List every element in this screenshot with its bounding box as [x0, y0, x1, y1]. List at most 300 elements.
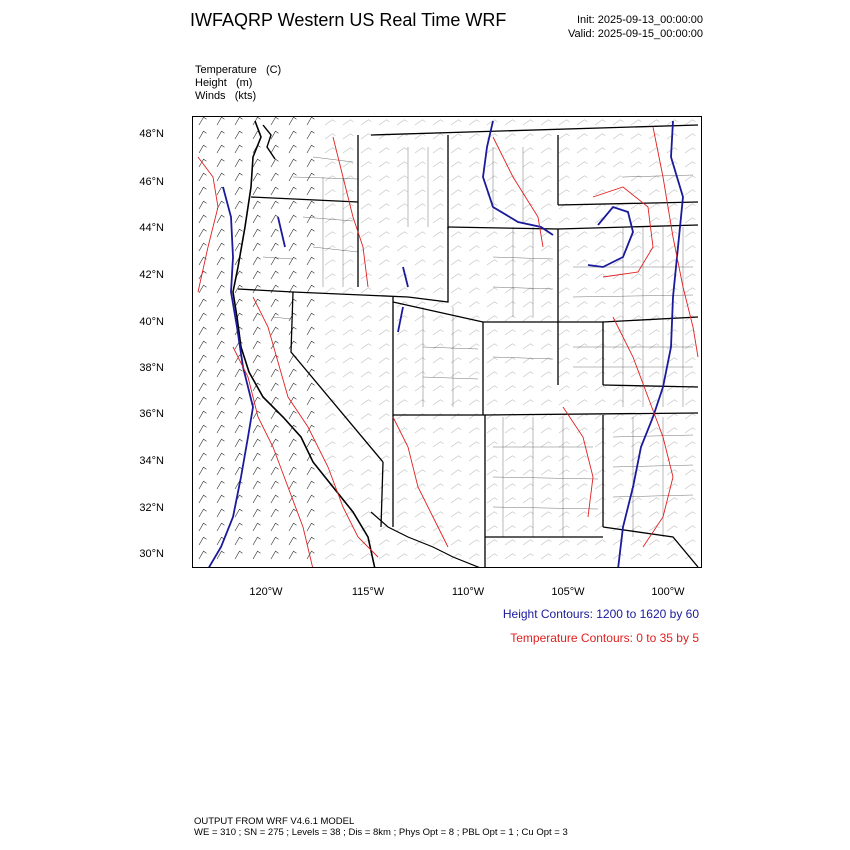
- lat-label-32: 32°N: [139, 502, 164, 514]
- wind-barb: [505, 288, 515, 293]
- wind-barb: [433, 316, 443, 321]
- wind-barb: [487, 288, 497, 293]
- wind-barb: [271, 117, 279, 125]
- wind-barb: [487, 372, 497, 377]
- wind-barb: [397, 148, 407, 153]
- wind-barb: [433, 232, 443, 237]
- wind-barb: [199, 495, 207, 503]
- wind-barb: [487, 358, 497, 363]
- wind-barb: [631, 414, 641, 419]
- wind-barb: [451, 330, 461, 335]
- wind-barb: [685, 218, 695, 223]
- wind-barb: [505, 540, 515, 545]
- wind-barb: [523, 442, 533, 447]
- wind-barb: [667, 218, 677, 223]
- wind-barb: [307, 173, 315, 181]
- wind-barb: [253, 187, 261, 195]
- wind-barb: [433, 176, 443, 181]
- wind-barb: [415, 442, 425, 447]
- wind-barb: [433, 456, 443, 461]
- wind-barb: [433, 358, 443, 363]
- wind-barb: [523, 232, 533, 237]
- wind-barb: [487, 484, 497, 489]
- wind-barb: [343, 302, 353, 307]
- wind-barb: [649, 162, 659, 167]
- wind-barb: [523, 246, 533, 251]
- wind-barb: [235, 159, 243, 167]
- wind-barb: [289, 159, 297, 167]
- wind-barb: [523, 498, 533, 503]
- wind-barb: [217, 411, 225, 419]
- wind-barb: [649, 372, 659, 377]
- wind-barb: [217, 453, 225, 461]
- wind-barb: [631, 344, 641, 349]
- init-time: Init: 2025-09-13_00:00:00: [577, 14, 703, 26]
- wind-barb: [253, 355, 261, 363]
- wind-barb: [667, 484, 677, 489]
- wind-barb: [649, 512, 659, 517]
- wind-barb: [235, 411, 243, 419]
- wind-barb: [199, 481, 207, 489]
- wind-barb: [199, 243, 207, 251]
- wind-barb: [541, 330, 551, 335]
- wind-barb: [361, 498, 371, 503]
- wind-barb: [289, 551, 297, 559]
- wind-barb: [541, 470, 551, 475]
- wind-barbs: [199, 117, 695, 559]
- wind-barb: [325, 162, 335, 167]
- wind-barb: [667, 554, 677, 559]
- wind-barb: [505, 120, 515, 125]
- wind-barb: [325, 330, 335, 335]
- wind-barb: [343, 540, 353, 545]
- wind-barb: [541, 148, 551, 153]
- wind-barb: [613, 148, 623, 153]
- wind-barb: [379, 260, 389, 265]
- wind-barb: [199, 299, 207, 307]
- wind-barb: [559, 260, 569, 265]
- wind-barb: [343, 372, 353, 377]
- lat-label-48: 48°N: [139, 128, 164, 140]
- wind-barb: [541, 344, 551, 349]
- wind-barb: [667, 512, 677, 517]
- wind-barb: [199, 215, 207, 223]
- wind-barb: [505, 330, 515, 335]
- wind-barb: [541, 162, 551, 167]
- wind-barb: [505, 148, 515, 153]
- wind-barb: [397, 344, 407, 349]
- wind-barb: [649, 218, 659, 223]
- wind-barb: [577, 456, 587, 461]
- wind-barb: [433, 190, 443, 195]
- wind-barb: [667, 400, 677, 405]
- wind-barb: [289, 537, 297, 545]
- wind-barb: [613, 484, 623, 489]
- lat-label-42: 42°N: [139, 269, 164, 281]
- wind-barb: [235, 145, 243, 153]
- wind-barb: [631, 274, 641, 279]
- wind-barb: [379, 386, 389, 391]
- wind-barb: [379, 246, 389, 251]
- wind-barb: [487, 260, 497, 265]
- wind-barb: [325, 442, 335, 447]
- wind-barb: [559, 176, 569, 181]
- wind-barb: [469, 302, 479, 307]
- wind-barb: [631, 498, 641, 503]
- wind-barb: [451, 456, 461, 461]
- wind-barb: [631, 302, 641, 307]
- wind-barb: [307, 495, 315, 503]
- wind-barb: [613, 358, 623, 363]
- wind-barb: [253, 537, 261, 545]
- wind-barb: [577, 442, 587, 447]
- wind-barb: [667, 344, 677, 349]
- wind-barb: [361, 288, 371, 293]
- wind-barb: [577, 372, 587, 377]
- wind-barb: [343, 358, 353, 363]
- wind-barb: [523, 358, 533, 363]
- wind-barb: [253, 285, 261, 293]
- wind-barb: [649, 176, 659, 181]
- wind-barb: [361, 176, 371, 181]
- wind-barb: [433, 260, 443, 265]
- wind-barb: [649, 120, 659, 125]
- wind-barb: [487, 400, 497, 405]
- wind-barb: [559, 540, 569, 545]
- wind-barb: [379, 428, 389, 433]
- wind-barb: [577, 526, 587, 531]
- wind-barb: [559, 358, 569, 363]
- puget-sound: [263, 125, 275, 159]
- wind-barb: [235, 453, 243, 461]
- wind-barb: [271, 509, 279, 517]
- wind-barb: [433, 484, 443, 489]
- field-winds: Winds (kts): [195, 90, 257, 102]
- wind-barb: [541, 540, 551, 545]
- lat-label-36: 36°N: [139, 408, 164, 420]
- wind-barb: [649, 554, 659, 559]
- wind-barb: [559, 218, 569, 223]
- wind-barb: [523, 540, 533, 545]
- wind-barb: [217, 439, 225, 447]
- wind-barb: [325, 218, 335, 223]
- wind-barb: [307, 411, 315, 419]
- lon-label-115: 115°W: [351, 586, 385, 598]
- wind-barb: [415, 288, 425, 293]
- wind-barb: [217, 285, 225, 293]
- wind-barb: [433, 386, 443, 391]
- wind-barb: [325, 526, 335, 531]
- wind-barb: [271, 187, 279, 195]
- wind-barb: [685, 484, 695, 489]
- wind-barb: [433, 330, 443, 335]
- wind-barb: [541, 260, 551, 265]
- wind-barb: [397, 470, 407, 475]
- wind-barb: [469, 148, 479, 153]
- wind-barb: [379, 372, 389, 377]
- wind-barb: [217, 215, 225, 223]
- wind-barb: [559, 274, 569, 279]
- wind-barb: [451, 470, 461, 475]
- wind-barb: [253, 215, 261, 223]
- wind-barb: [613, 372, 623, 377]
- wind-barb: [559, 148, 569, 153]
- wind-barb: [451, 400, 461, 405]
- wind-barb: [433, 204, 443, 209]
- wind-barb: [307, 355, 315, 363]
- wind-barb: [379, 330, 389, 335]
- wind-barb: [649, 190, 659, 195]
- wind-barb: [451, 498, 461, 503]
- wind-barb: [451, 120, 461, 125]
- wind-barb: [649, 288, 659, 293]
- wind-barb: [559, 232, 569, 237]
- wind-barb: [631, 554, 641, 559]
- wind-barb: [289, 327, 297, 335]
- wind-barb: [217, 397, 225, 405]
- wind-barb: [613, 218, 623, 223]
- wind-barb: [343, 512, 353, 517]
- wind-barb: [541, 134, 551, 139]
- wind-barb: [595, 274, 605, 279]
- wind-barb: [541, 204, 551, 209]
- wind-barb: [289, 145, 297, 153]
- wind-barb: [415, 190, 425, 195]
- wind-barb: [271, 369, 279, 377]
- wind-barb: [613, 246, 623, 251]
- wind-barb: [271, 271, 279, 279]
- wind-barb: [325, 344, 335, 349]
- wind-barb: [685, 176, 695, 181]
- wind-barb: [397, 456, 407, 461]
- wind-barb: [577, 232, 587, 237]
- wind-barb: [451, 274, 461, 279]
- wind-barb: [361, 260, 371, 265]
- wind-barb: [595, 526, 605, 531]
- wind-barb: [523, 344, 533, 349]
- wind-barb: [397, 554, 407, 559]
- wind-barb: [217, 481, 225, 489]
- wind-barb: [613, 470, 623, 475]
- wind-barb: [523, 260, 533, 265]
- wind-barb: [271, 145, 279, 153]
- wind-barb: [487, 442, 497, 447]
- wind-barb: [577, 358, 587, 363]
- wind-barb: [343, 274, 353, 279]
- height-contour-note: Height Contours: 1200 to 1620 by 60: [502, 607, 699, 621]
- county-lines: [263, 147, 693, 537]
- wind-barb: [271, 397, 279, 405]
- wind-barb: [379, 204, 389, 209]
- wind-barb: [631, 386, 641, 391]
- wind-barb: [577, 274, 587, 279]
- wind-barb: [469, 372, 479, 377]
- wind-barb: [433, 554, 443, 559]
- wind-barb: [235, 383, 243, 391]
- wind-barb: [433, 246, 443, 251]
- wind-barb: [343, 148, 353, 153]
- wind-barb: [685, 134, 695, 139]
- wind-barb: [577, 400, 587, 405]
- wind-barb: [523, 162, 533, 167]
- wind-barb: [289, 355, 297, 363]
- wind-barb: [649, 484, 659, 489]
- wind-barb: [415, 330, 425, 335]
- wind-barb: [289, 229, 297, 237]
- wind-barb: [541, 428, 551, 433]
- wind-barb: [505, 372, 515, 377]
- wind-barb: [343, 246, 353, 251]
- wind-barb: [343, 526, 353, 531]
- wind-barb: [217, 523, 225, 531]
- wind-barb: [217, 369, 225, 377]
- wind-barb: [613, 162, 623, 167]
- wind-barb: [487, 344, 497, 349]
- wind-barb: [253, 341, 261, 349]
- wind-barb: [235, 117, 243, 125]
- wind-barb: [379, 120, 389, 125]
- wind-barb: [199, 537, 207, 545]
- wind-barb: [415, 232, 425, 237]
- wind-barb: [487, 498, 497, 503]
- wind-barb: [307, 481, 315, 489]
- wind-barb: [361, 190, 371, 195]
- wind-barb: [289, 201, 297, 209]
- wind-barb: [325, 134, 335, 139]
- wind-barb: [541, 386, 551, 391]
- wind-barb: [325, 148, 335, 153]
- wind-barb: [289, 383, 297, 391]
- wind-barb: [415, 204, 425, 209]
- wind-barb: [667, 176, 677, 181]
- wind-barb: [433, 218, 443, 223]
- wind-barb: [649, 470, 659, 475]
- wind-barb: [505, 442, 515, 447]
- wind-barb: [307, 313, 315, 321]
- wind-barb: [217, 145, 225, 153]
- wind-barb: [523, 526, 533, 531]
- wind-barb: [325, 372, 335, 377]
- wind-barb: [451, 190, 461, 195]
- wind-barb: [469, 218, 479, 223]
- wind-barb: [559, 400, 569, 405]
- wind-barb: [649, 302, 659, 307]
- wind-barb: [577, 246, 587, 251]
- wind-barb: [271, 159, 279, 167]
- wind-barb: [595, 428, 605, 433]
- wind-barb: [523, 134, 533, 139]
- wind-barb: [487, 456, 497, 461]
- wind-barb: [253, 453, 261, 461]
- wind-barb: [307, 397, 315, 405]
- wind-barb: [541, 484, 551, 489]
- wind-barb: [541, 274, 551, 279]
- wind-barb: [379, 498, 389, 503]
- wind-barb: [379, 288, 389, 293]
- wind-barb: [433, 162, 443, 167]
- wind-barb: [559, 484, 569, 489]
- wind-barb: [577, 554, 587, 559]
- wind-barb: [595, 386, 605, 391]
- wind-barb: [217, 495, 225, 503]
- wind-barb: [271, 467, 279, 475]
- wind-barb: [415, 246, 425, 251]
- wind-barb: [235, 173, 243, 181]
- wind-barb: [361, 204, 371, 209]
- wind-barb: [523, 456, 533, 461]
- wind-barb: [379, 400, 389, 405]
- wind-barb: [271, 537, 279, 545]
- wind-barb: [469, 554, 479, 559]
- wind-barb: [361, 218, 371, 223]
- wind-barb: [487, 232, 497, 237]
- wind-barb: [595, 442, 605, 447]
- lon-label-110: 110°W: [451, 586, 485, 598]
- wind-barb: [505, 190, 515, 195]
- lon-label-100: 100°W: [651, 586, 685, 598]
- wind-barb: [523, 302, 533, 307]
- wind-barb: [451, 526, 461, 531]
- wind-barb: [361, 470, 371, 475]
- wind-barb: [577, 134, 587, 139]
- wind-barb: [613, 288, 623, 293]
- wind-barb: [361, 344, 371, 349]
- wind-barb: [559, 246, 569, 251]
- wind-barb: [289, 271, 297, 279]
- wind-barb: [253, 201, 261, 209]
- wind-barb: [271, 257, 279, 265]
- wind-barb: [361, 512, 371, 517]
- wind-barb: [415, 484, 425, 489]
- wind-barb: [199, 369, 207, 377]
- wind-barb: [397, 204, 407, 209]
- wind-barb: [415, 148, 425, 153]
- wind-barb: [595, 358, 605, 363]
- wind-barb: [289, 509, 297, 517]
- wind-barb: [253, 131, 261, 139]
- wind-barb: [469, 484, 479, 489]
- wind-barb: [397, 526, 407, 531]
- wind-barb: [595, 302, 605, 307]
- map-panel: [192, 116, 702, 568]
- valid-time: Valid: 2025-09-15_00:00:00: [568, 28, 703, 40]
- wind-barb: [343, 134, 353, 139]
- wind-barb: [631, 442, 641, 447]
- wind-barb: [469, 246, 479, 251]
- wind-barb: [379, 358, 389, 363]
- wind-barb: [541, 400, 551, 405]
- wind-barb: [649, 498, 659, 503]
- wind-barb: [199, 509, 207, 517]
- wind-barb: [631, 260, 641, 265]
- wind-barb: [541, 526, 551, 531]
- wind-barb: [325, 288, 335, 293]
- wind-barb: [649, 232, 659, 237]
- wind-barb: [307, 285, 315, 293]
- wind-barb: [559, 330, 569, 335]
- wind-barb: [289, 257, 297, 265]
- wind-barb: [649, 316, 659, 321]
- wind-barb: [523, 386, 533, 391]
- wind-barb: [505, 456, 515, 461]
- map-canvas: [193, 117, 702, 568]
- wind-barb: [361, 120, 371, 125]
- wind-barb: [685, 526, 695, 531]
- wind-barb: [649, 358, 659, 363]
- wind-barb: [631, 526, 641, 531]
- wind-barb: [235, 523, 243, 531]
- wind-barb: [199, 173, 207, 181]
